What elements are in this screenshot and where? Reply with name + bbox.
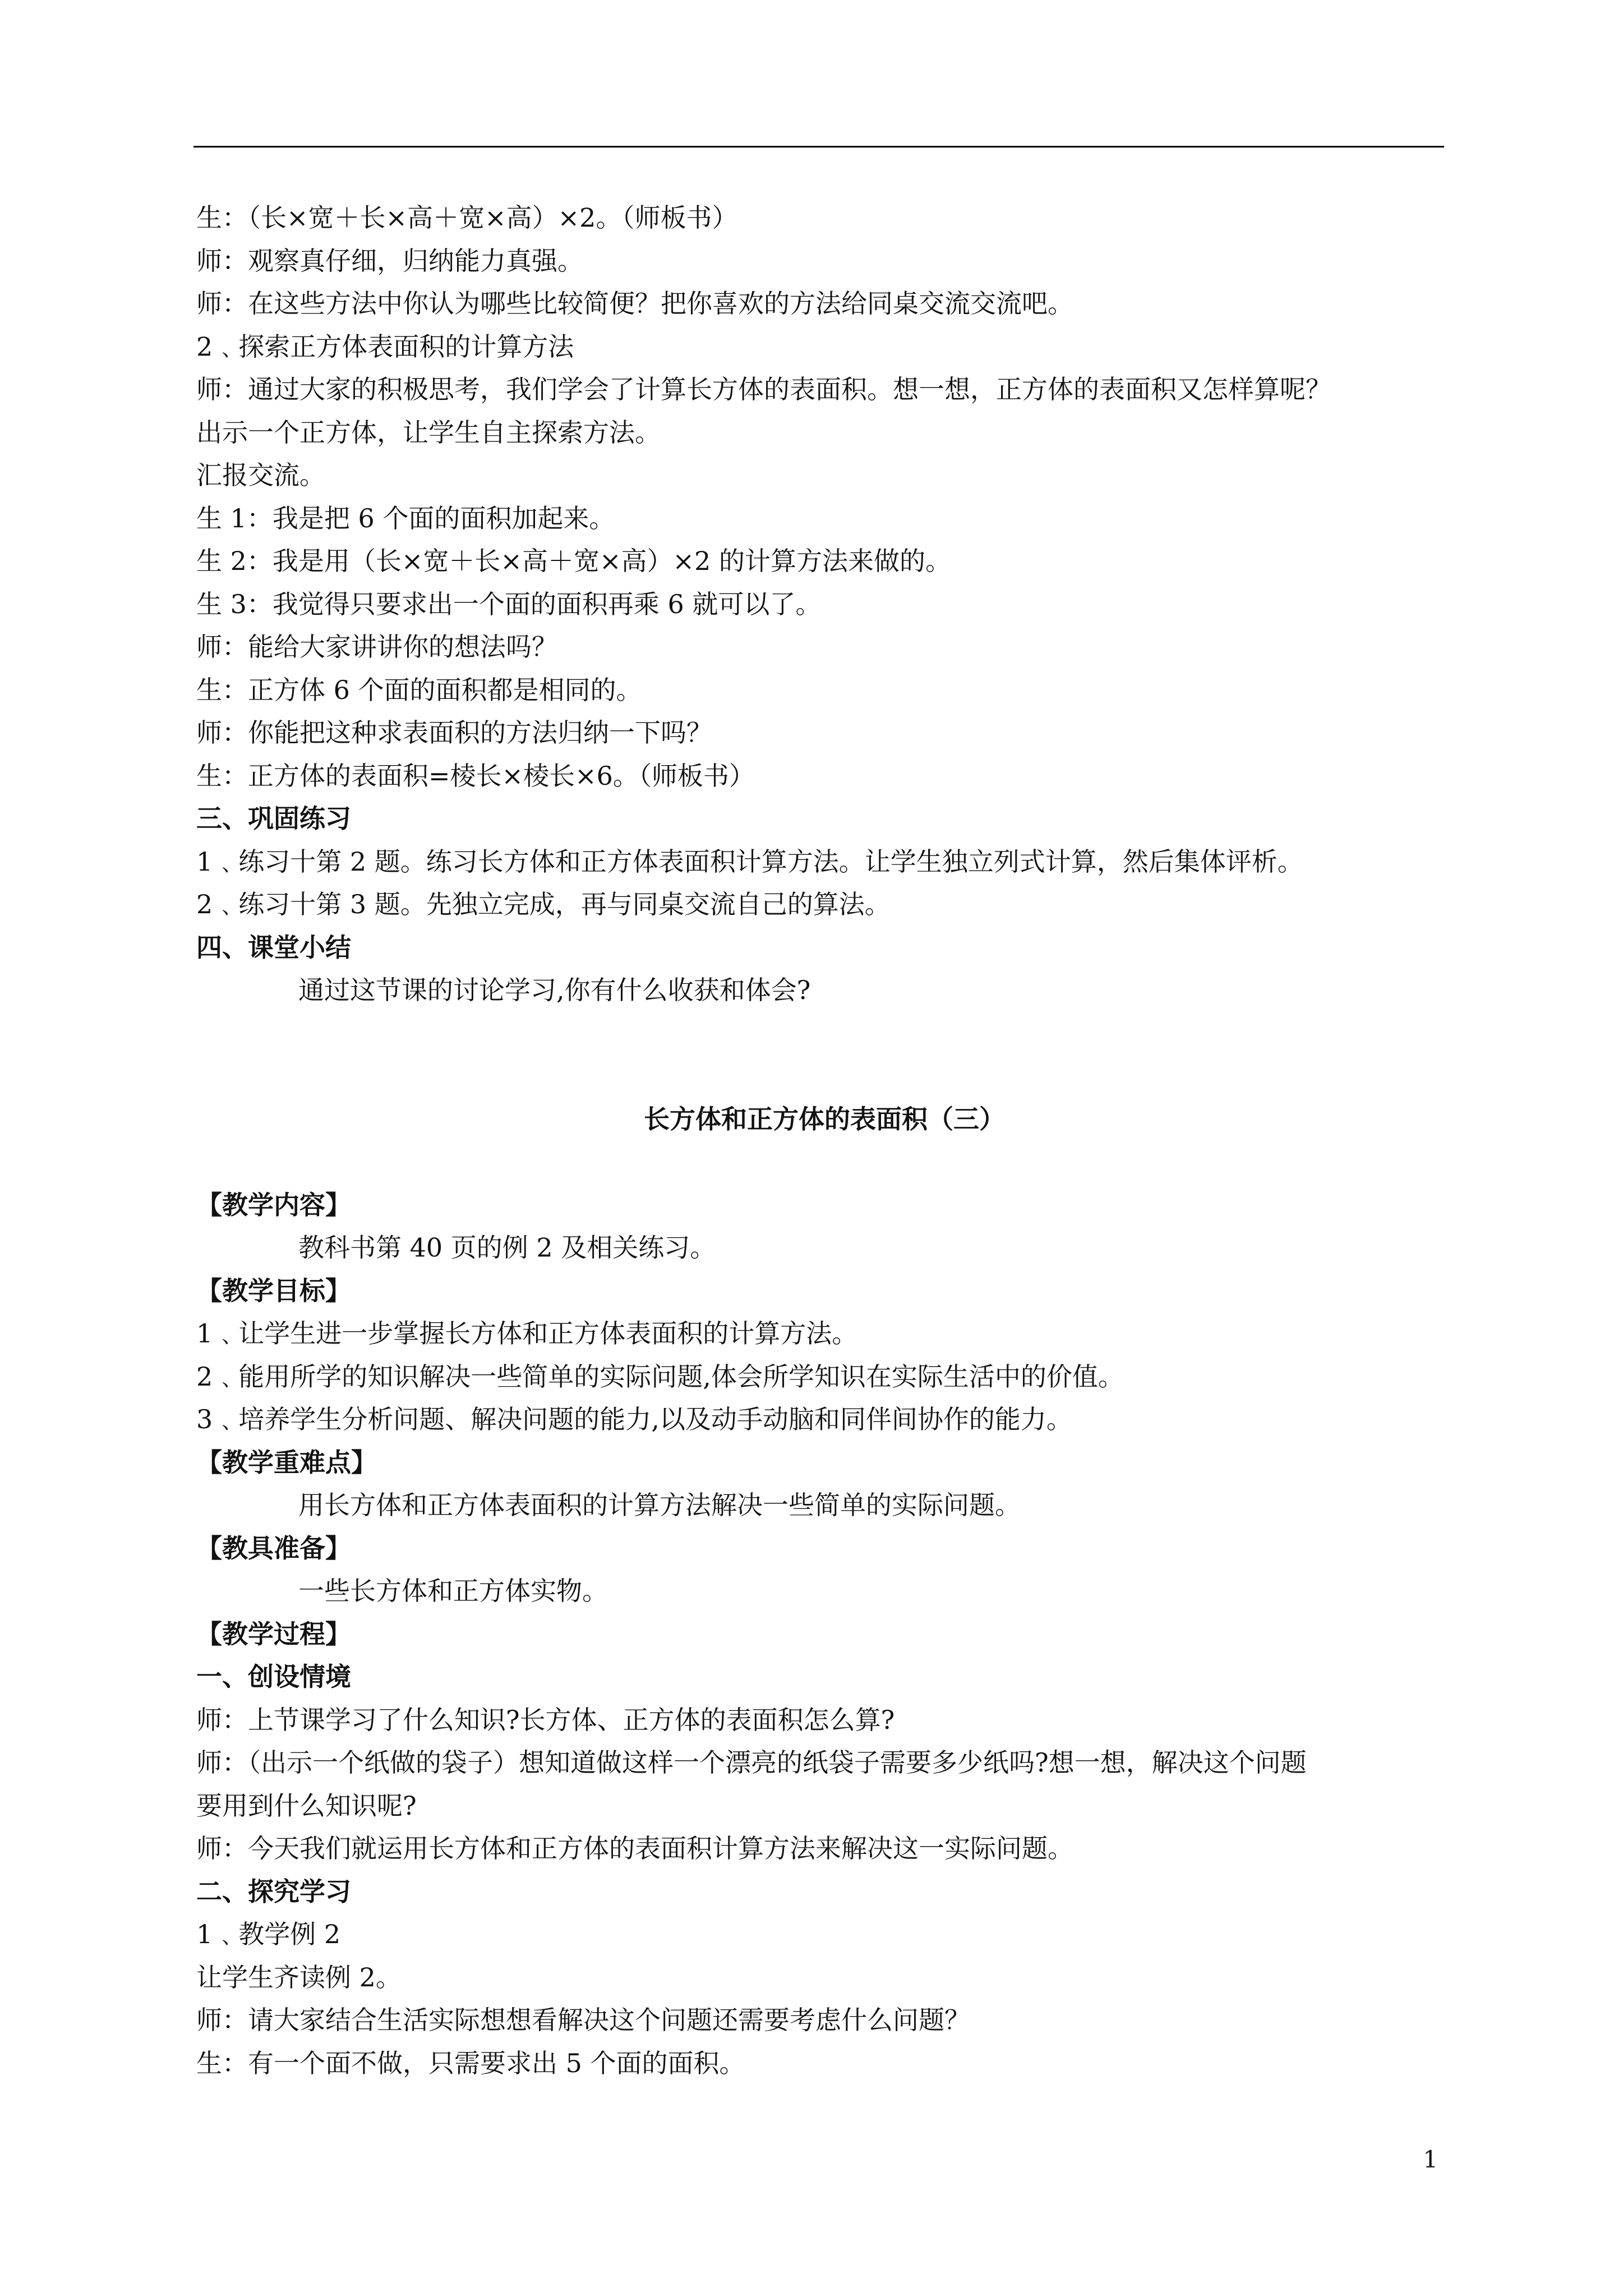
key-text: 用长方体和正方体表面积的计算方法解决一些简单的实际问题。 [298, 1490, 1021, 1520]
goals-heading: 【教学目标】 [196, 1275, 351, 1306]
summary-text: 通过这节课的讨论学习,你有什么收获和体会? [298, 975, 811, 1005]
page-number: 1 [1423, 2146, 1438, 2173]
text-line: 2﹑探索正方体表面积的计算方法 [196, 331, 574, 362]
text-line: 汇报交流。 [196, 460, 325, 490]
content-heading: 【教学内容】 [196, 1189, 351, 1220]
text-line: 师：请大家结合生活实际想想看解决这个问题还需要考虑什么问题？ [196, 2005, 970, 2035]
text-line: 1﹑教学例 2 [196, 1919, 341, 1949]
text-line: 师：今天我们就运用长方体和正方体的表面积计算方法来解决这一实际问题。 [196, 1833, 1073, 1864]
text-line: 师：通过大家的积极思考，我们学会了计算长方体的表面积。想一想，正方体的表面积又怎样算呢？ [196, 374, 1331, 404]
text-line: 生 3：我觉得只要求出一个面的面积再乘 6 就可以了。 [196, 588, 822, 619]
text-line: 师：你能把这种求表面积的方法归纳一下吗？ [196, 717, 712, 748]
section-heading-practice: 三、巩固练习 [196, 803, 351, 834]
tools-heading: 【教具准备】 [196, 1533, 351, 1563]
text-line: 师：能给大家讲讲你的想法吗？ [196, 632, 557, 662]
tools-text: 一些长方体和正方体实物。 [298, 1576, 608, 1606]
goal-item: 2﹑能用所学的知识解决一些简单的实际问题,体会所学知识在实际生活中的价值。 [196, 1361, 1124, 1392]
spacer [196, 1012, 1453, 1055]
text-line: 让学生齐读例 2。 [196, 1962, 402, 1993]
content-text: 教科书第 40 页的例 2 及相关练习。 [298, 1232, 716, 1263]
process-heading: 【教学过程】 [196, 1618, 351, 1649]
goal-item: 1﹑让学生进一步掌握长方体和正方体表面积的计算方法。 [196, 1318, 858, 1349]
text-line: 师：在这些方法中你认为哪些比较简便？把你喜欢的方法给同桌交流交流吧。 [196, 288, 1073, 319]
key-heading: 【教学重难点】 [196, 1447, 377, 1478]
text-line: 生：（长×宽＋长×高＋宽×高）×2。（师板书） [196, 203, 738, 233]
text-line: 出示一个正方体，让学生自主探索方法。 [196, 417, 661, 448]
section-heading-summary: 四、课堂小结 [196, 932, 351, 963]
text-line: 生 2：我是用（长×宽＋长×高＋宽×高）×2 的计算方法来做的。 [196, 546, 951, 576]
text-line: 要用到什么知识呢? [196, 1790, 417, 1821]
document-body [196, 196, 1453, 2085]
text-line: 生：正方体的表面积=棱长×棱长×6。（师板书） [196, 760, 755, 791]
explore-heading: 二、探究学习 [196, 1876, 351, 1907]
header-rule [193, 146, 1444, 148]
text-line: 1﹑练习十第 2 题。练习长方体和正方体表面积计算方法。让学生独立列式计算，然后集体评析。 [196, 846, 1303, 877]
text-line: 生 1：我是把 6 个面的面积加起来。 [196, 503, 615, 533]
text-line: 生：正方体 6 个面的面积都是相同的。 [196, 674, 642, 705]
scenario-heading: 一、创设情境 [196, 1662, 351, 1692]
text-line: 师：上节课学习了什么知识?长方体、正方体的表面积怎么算? [196, 1704, 895, 1735]
text-line: 生：有一个面不做，只需要求出 5 个面的面积。 [196, 2047, 745, 2078]
text-line: 师：观察真仔细，归纳能力真强。 [196, 245, 583, 276]
lesson-title: 长方体和正方体的表面积（三） [644, 1103, 1005, 1134]
spacer [196, 1140, 1453, 1184]
goal-item: 3﹑培养学生分析问题、解决问题的能力,以及动手动脑和同伴间协作的能力。 [196, 1404, 1072, 1434]
text-line: 2﹑练习十第 3 题。先独立完成，再与同桌交流自己的算法。 [196, 889, 891, 919]
text-line: 师：（出示一个纸做的袋子）想知道做这样一个漂亮的纸袋子需要多少纸吗?想一想，解决这个问题 [196, 1747, 1307, 1778]
spacer [196, 1055, 1453, 1098]
